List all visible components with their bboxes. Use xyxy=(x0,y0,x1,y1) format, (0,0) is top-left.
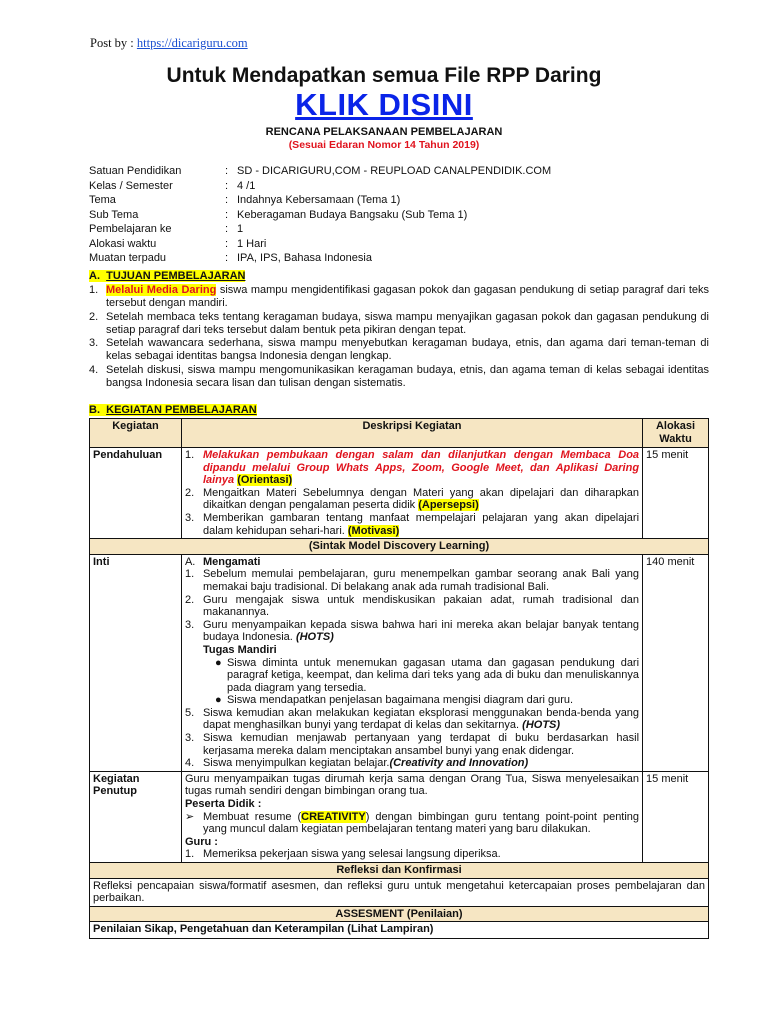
list-text xyxy=(203,487,639,512)
list-number: 2. xyxy=(184,486,195,499)
identity-colon: : xyxy=(225,194,229,206)
list-item xyxy=(185,811,639,836)
item-text: Guru menyampaikan kepada siswa bahwa hari ini mereka akan belajar banyak tentang budaya Indonesia. xyxy=(202,618,640,644)
identity-row xyxy=(89,251,689,266)
list-text xyxy=(203,512,639,537)
section-a-letter: A. xyxy=(89,270,100,282)
table-row-inti xyxy=(90,554,709,771)
identity-value: IPA, IPS, Bahasa Indonesia xyxy=(237,252,372,264)
activities-table xyxy=(89,418,709,939)
post-by-line xyxy=(90,36,248,51)
list-text xyxy=(203,757,639,770)
objective-text: siswa mampu mengidentifikasi gagasan pokok dan gagasan pendukung di setiap paragraf dari teks tersebut dengan mandiri. xyxy=(106,284,709,310)
list-item xyxy=(185,848,639,861)
item-tag: (Orientasi) xyxy=(237,474,293,487)
list-number: 1. xyxy=(89,284,99,296)
list-item xyxy=(185,594,639,619)
section-b-letter: B. xyxy=(89,404,100,416)
asesmen-title-row xyxy=(90,906,709,922)
refleksi-text: Refleksi pencapaian siswa/formatif asesmen, dan refleksi guru untuk mengetahui ketercapaian proses pembelajaran dan perbaikan. xyxy=(90,878,709,906)
list-item xyxy=(89,337,709,364)
list-item xyxy=(185,619,639,644)
objective-text: Setelah membaca teks tentang keragaman budaya, siswa mampu menyajikan gagasan pokok dan gagasan pendukung di setiap paragraf dari teks tersebut dalam bentuk peta pikiran dengan tepat. xyxy=(106,310,709,336)
objectives-list xyxy=(89,284,709,390)
rpp-title: RENCANA PELAKSANAAN PEMBELAJARAN xyxy=(265,126,503,138)
post-by-link[interactable]: https://dicariguru.com xyxy=(136,36,248,50)
section-b-heading xyxy=(89,404,257,416)
list-item xyxy=(185,487,639,512)
item-text: Siswa diminta untuk menemukan gagasan utama dan gagasan pendukung dari paragraf ketiga, keempat, dan kelima dari teks yang ada di buku dan menuliskannya pada diagram yang tersedia. xyxy=(226,656,640,694)
asesmen-row xyxy=(90,922,709,939)
identity-label: Pembelajaran ke xyxy=(89,223,172,235)
identity-colon: : xyxy=(225,165,229,177)
identity-value: Indahnya Kebersamaan (Tema 1) xyxy=(237,194,401,206)
item-text: Siswa mendapatkan penjelasan bagaimana mengisi diagram dari guru. xyxy=(226,694,574,707)
identity-label: Tema xyxy=(89,194,116,206)
item-text: Memberikan gambaran tentang manfaat mempelajari pelajaran yang akan dipelajari dalam kehidupan sehari-hari. xyxy=(202,511,640,537)
row-description xyxy=(181,771,642,862)
identity-value: SD - DICARIGURU,COM - REUPLOAD CANALPENDIDIK.COM xyxy=(237,165,552,177)
list-number: 5. xyxy=(184,706,195,719)
list-number: 3. xyxy=(184,511,195,524)
identity-colon: : xyxy=(225,237,229,250)
list-text xyxy=(203,449,639,487)
row-label: Kegiatan Penutup xyxy=(90,771,182,862)
item-text: Melakukan pembukaan dengan salam dan dilanjutkan dengan Membaca Doa dipandu melalui Group Whats Apps, Zoom, Google Meet, dan Aplikasi Daring lainya xyxy=(202,449,640,487)
objective-text: Setelah diskusi, siswa mampu mengomunikasikan keragaman budaya, etnis, dan agama teman di kelas sebagai identitas bangsa Indonesia secara lisan dan tulisan dengan sistematis. xyxy=(106,363,709,390)
sintak-row xyxy=(90,539,709,555)
list-number: 4. xyxy=(89,363,99,376)
list-item xyxy=(185,657,639,695)
promo-heading: Untuk Mendapatkan semua File RPP Daring xyxy=(166,64,602,87)
post-by-label: Post by : xyxy=(90,36,137,50)
refleksi-title-row xyxy=(90,863,709,879)
rpp-subtitle: (Sesuai Edaran Nomor 14 Tahun 2019) xyxy=(288,139,480,151)
row-description xyxy=(181,448,642,539)
guru-title: Guru : xyxy=(184,835,218,848)
row-label: Pendahuluan xyxy=(90,448,182,539)
list-item xyxy=(89,284,709,311)
tugas-mandiri-title: Tugas Mandiri xyxy=(202,643,277,656)
identity-colon: : xyxy=(225,179,229,192)
identity-colon: : xyxy=(225,208,229,221)
row-label: Inti xyxy=(90,554,182,771)
list-item xyxy=(185,757,639,770)
list-number: 1. xyxy=(184,449,195,461)
list-item xyxy=(185,732,639,757)
arrow-icon: ➢ xyxy=(184,810,195,823)
section-a-heading xyxy=(89,270,245,282)
item-text: Sebelum memulai pembelajaran, guru menempelkan gambar seorang anak Bali yang memakai baju tradisional. Di belakang anak ada rumah tradisional Bali. xyxy=(202,568,640,593)
list-text xyxy=(203,619,639,644)
item-text-post: ) dengan bimbingan guru tentang point-point penting yang muncul dalam kegiatan pembelajaran tentang materi yang baru dilakukan. xyxy=(202,810,640,836)
row-time: 15 menit xyxy=(643,448,709,539)
item-text: Mengaitkan Materi Sebelumnya dengan Materi yang akan dipelajari dan diharapkan dikaitkan dengan pengalaman peserta didik xyxy=(202,486,640,512)
row-time: 140 menit xyxy=(643,554,709,771)
list-item xyxy=(89,311,709,338)
item-tag: CREATIVITY xyxy=(301,810,366,823)
identity-row xyxy=(89,222,689,237)
header-alokasi: Alokasi Waktu xyxy=(643,419,709,448)
list-number: 3. xyxy=(89,337,99,350)
item-text: Siswa kemudian menjawab pertanyaan yang terdapat di buku berdasarkan hasil kerjasama mereka dalam menciptakan ansambel bunyi yang enak didengar. xyxy=(202,732,640,757)
list-number: 3. xyxy=(184,732,195,745)
identity-label: Alokasi waktu xyxy=(89,237,157,250)
penutup-intro: Guru menyampaikan tugas dirumah kerja sama dengan Orang Tua, Siswa menyelesaikan tugas rumah sendiri dengan bimbingan orang tua. xyxy=(184,772,640,798)
identity-value: 1 Hari xyxy=(237,237,267,250)
table-row-pendahuluan xyxy=(90,448,709,539)
identity-block xyxy=(89,164,689,266)
item-tag: (HOTS) xyxy=(295,631,334,644)
identity-colon: : xyxy=(225,252,229,264)
list-text xyxy=(203,707,639,732)
list-item xyxy=(185,694,639,707)
list-number: 2. xyxy=(184,593,195,606)
refleksi-title: Refleksi dan Konfirmasi xyxy=(90,863,709,879)
objective-text: Setelah wawancara sederhana, siswa mampu menyebutkan keragaman budaya, etnis, dan agama dari teman-teman di kelas sebagai identitas bangsa Indonesia dengan lengkap. xyxy=(106,337,709,363)
item-tag: (Creativity and Innovation) xyxy=(389,757,529,770)
identity-value: 1 xyxy=(237,223,244,235)
list-item xyxy=(89,364,709,391)
identity-row xyxy=(89,193,689,208)
list-item xyxy=(185,449,639,487)
identity-row xyxy=(89,164,689,179)
section-a-title: TUJUAN PEMBELAJARAN xyxy=(106,270,246,282)
identity-label: Muatan terpadu xyxy=(89,252,167,264)
peserta-title: Peserta Didik : xyxy=(184,798,262,811)
asesmen-text: Penilaian Sikap, Pengetahuan dan Keterampilan (Lihat Lampiran) xyxy=(90,922,709,939)
identity-label: Sub Tema xyxy=(89,208,139,221)
item-text-pre: Membuat resume ( xyxy=(202,810,302,823)
list-item xyxy=(185,512,639,537)
row-description xyxy=(181,554,642,771)
table-row-penutup xyxy=(90,771,709,862)
refleksi-row xyxy=(90,878,709,906)
section-b-title: KEGIATAN PEMBELAJARAN xyxy=(106,404,257,416)
list-item xyxy=(185,707,639,732)
list-item xyxy=(185,568,639,593)
list-text xyxy=(203,811,639,836)
header-deskripsi: Deskripsi Kegiatan xyxy=(181,419,642,448)
item-tag: (HOTS) xyxy=(522,719,561,732)
item-tag: (Motivasi) xyxy=(347,524,400,537)
item-text: Memeriksa pekerjaan siswa yang selesai langsung diperiksa. xyxy=(202,848,501,861)
klik-disini-link[interactable]: KLIK DISINI xyxy=(295,87,473,122)
identity-row xyxy=(89,179,689,194)
identity-value: Keberagaman Budaya Bangsaku (Sub Tema 1) xyxy=(237,208,468,221)
item-text: Siswa kemudian akan melakukan kegiatan eksplorasi menggunakan benda-benda yang dapat menghasilkan bunyi yang terdapat di kelas dan sekitarnya. xyxy=(202,706,640,732)
identity-value: 4 /1 xyxy=(237,179,256,192)
list-number: 2. xyxy=(89,310,99,323)
item-tag: (Apersepsi) xyxy=(418,499,479,512)
inti-heading xyxy=(185,556,639,569)
list-number: 1. xyxy=(184,568,195,581)
list-text xyxy=(106,284,709,311)
table-header-row xyxy=(90,419,709,448)
item-text: Siswa menyimpulkan kegiatan belajar. xyxy=(202,757,390,770)
identity-label: Kelas / Semester xyxy=(89,179,173,192)
list-number: 4. xyxy=(184,757,195,770)
objective-lead: Melalui Media Daring xyxy=(106,284,217,296)
header-kegiatan: Kegiatan xyxy=(90,419,182,448)
identity-row xyxy=(89,237,689,252)
identity-row xyxy=(89,208,689,223)
list-number: A. xyxy=(184,555,196,568)
sintak-text: (Sintak Model Discovery Learning) xyxy=(90,539,709,555)
row-time: 15 menit xyxy=(643,771,709,862)
identity-label: Satuan Pendidikan xyxy=(89,165,182,177)
inti-heading-text: Mengamati xyxy=(202,555,261,568)
bullet-icon: ● xyxy=(214,656,222,669)
list-number: 1. xyxy=(184,848,195,861)
item-text: Guru mengajak siswa untuk mendiskusikan pakaian adat, rumah tradisional dan makanannya. xyxy=(202,593,640,619)
identity-colon: : xyxy=(225,223,229,235)
list-number: 3. xyxy=(184,618,195,631)
asesmen-title: ASSESMENT (Penilaian) xyxy=(90,906,709,922)
bullet-icon: ● xyxy=(214,694,222,707)
